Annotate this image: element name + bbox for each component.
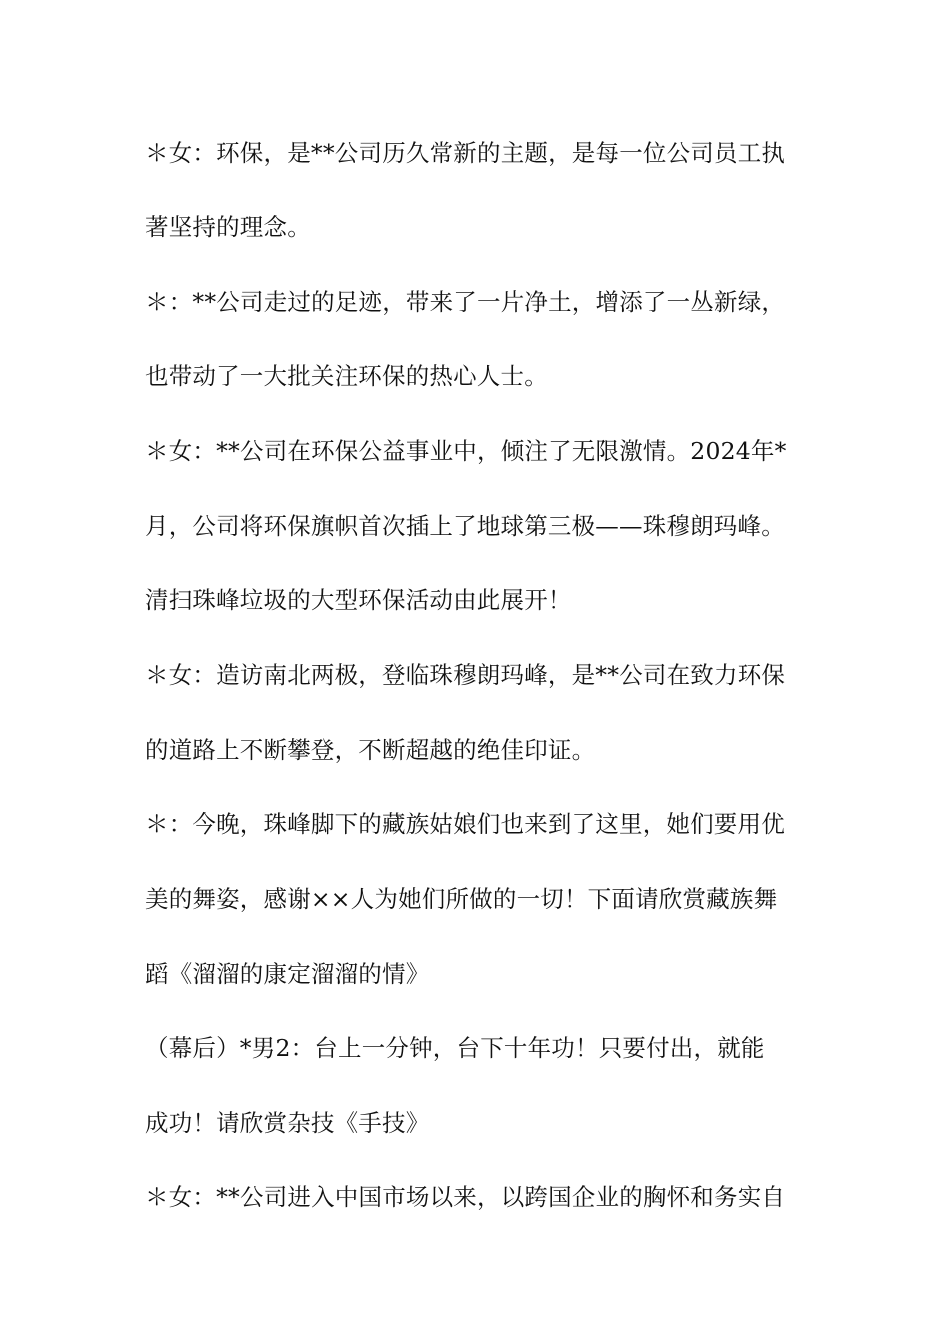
text-line: 成功！请欣赏杂技《手技》: [145, 1109, 430, 1137]
text-line: 月，公司将环保旗帜首次插上了地球第三极——珠穆朗玛峰。: [145, 512, 785, 540]
text-line: 著坚持的理念。: [145, 213, 311, 241]
text-line: ＊女：环保，是**公司历久常新的主题，是每一位公司员工执: [145, 139, 786, 167]
text-line: 清扫珠峰垃圾的大型环保活动由此展开！: [145, 586, 572, 614]
text-line: ＊女：**公司进入中国市场以来，以跨国企业的胸怀和务实自: [145, 1183, 786, 1211]
text-line: 美的舞姿，感谢××人为她们所做的一切！下面请欣赏藏族舞: [145, 885, 778, 913]
text-line: ＊：**公司走过的足迹，带来了一片净土，增添了一丛新绿，: [145, 288, 786, 316]
text-line: ＊女：造访南北两极，登临珠穆朗玛峰，是**公司在致力环保: [145, 661, 786, 689]
text-line: ＊：今晚，珠峰脚下的藏族姑娘们也来到了这里，她们要用优: [145, 810, 785, 838]
text-line: （幕后）*男2：台上一分钟，台下十年功！只要付出，就能: [145, 1034, 765, 1062]
text-line: 蹈《溜溜的康定溜溜的情》: [145, 960, 430, 988]
text-line: ＊女：**公司在环保公益事业中，倾注了无限激情。2024年*: [145, 437, 787, 465]
text-line: 的道路上不断攀登，不断超越的绝佳印证。: [145, 736, 596, 764]
text-line: 也带动了一大批关注环保的热心人士。: [145, 362, 548, 390]
